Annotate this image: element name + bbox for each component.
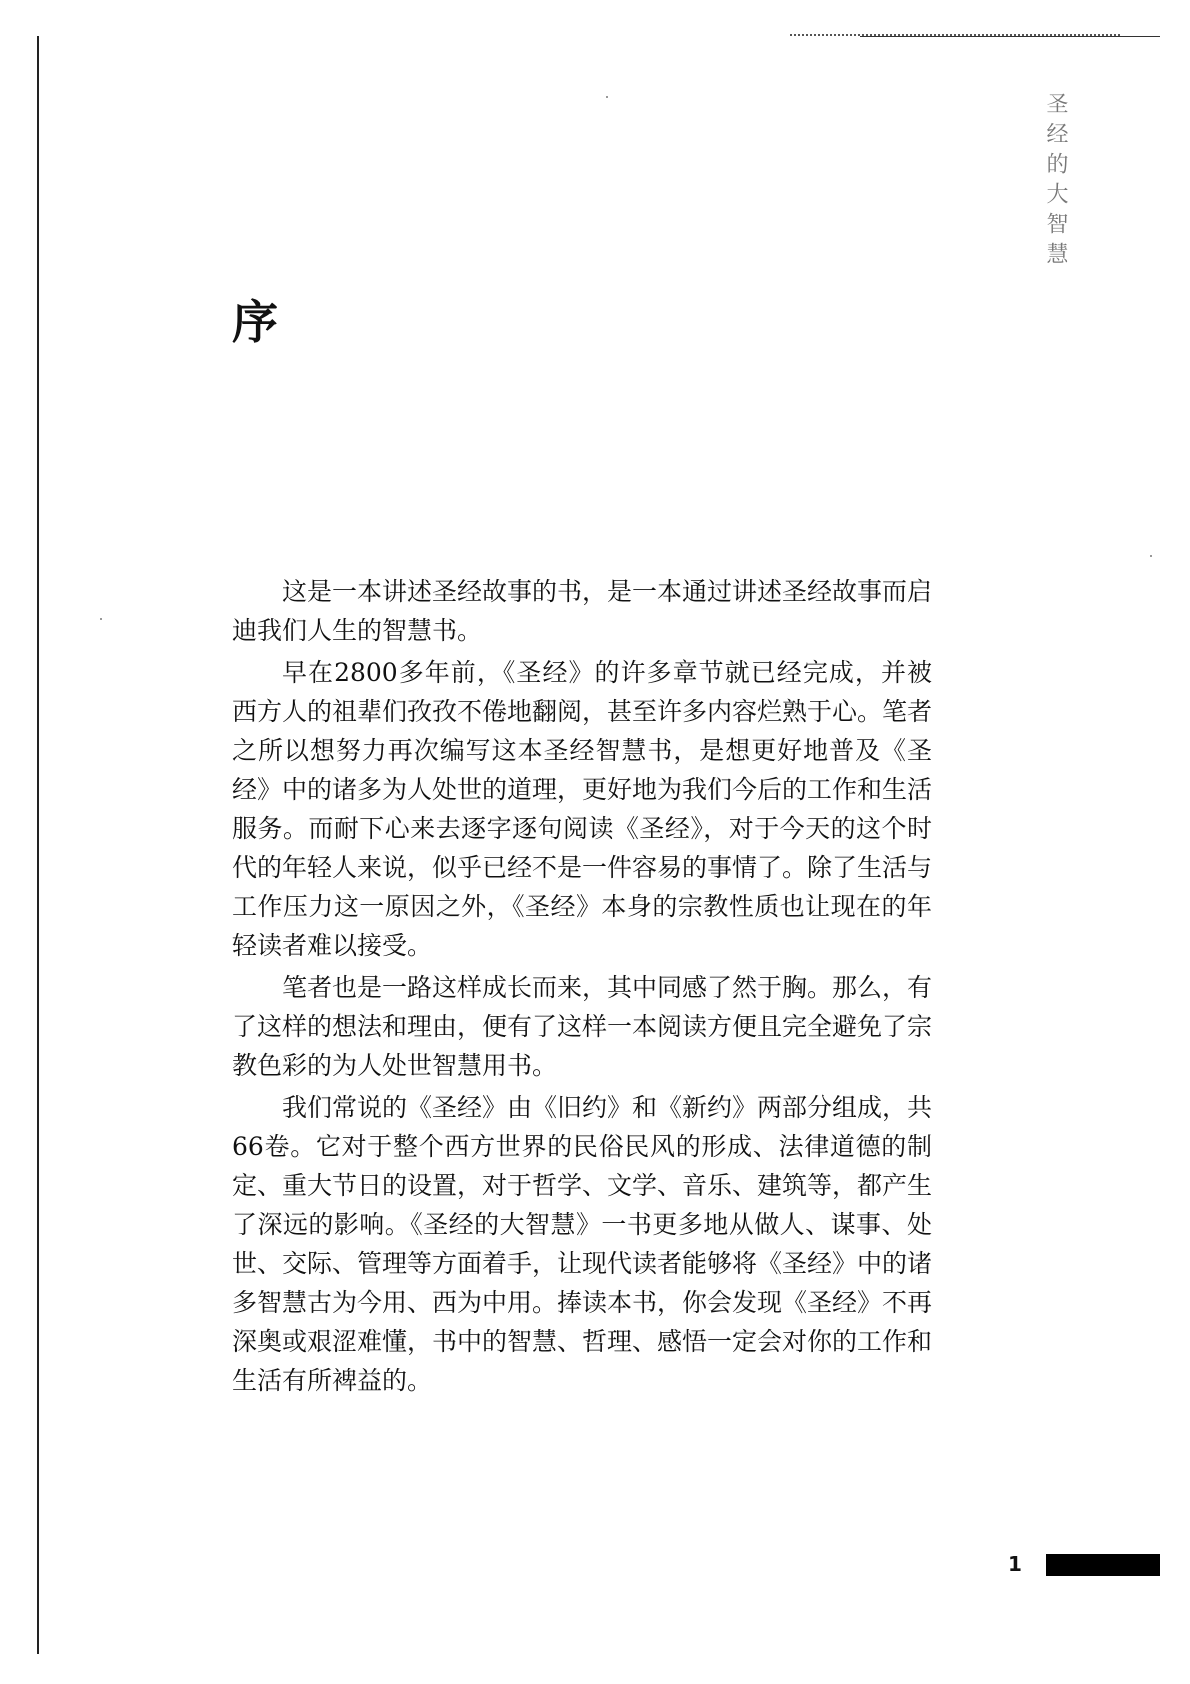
- scan-speck: [100, 618, 102, 620]
- left-margin-rule: [37, 36, 39, 1654]
- paragraph-2: 早在2800多年前，《圣经》的许多章节就已经完成，并被西方人的祖辈们孜孜不倦地翻阅，甚至许多内容烂熟于心。笔者之所以想努力再次编写这本圣经智慧书，是想更好地普及《圣经》中的诸多为人处世的道理，更好地为我们今后的工作和生活服务。而耐下心来去逐字逐句阅读《圣经》，对于今天的这个时代的年轻人来说，似乎已经不是一件容易的事情了。除了生活与工作压力这一原因之外，《圣经》本身的宗教性质也让现在的年轻读者难以接受。: [232, 658, 933, 960]
- running-head-vertical: 圣经的大智慧: [1043, 92, 1068, 272]
- paragraph-3: 笔者也是一路这样成长而来，其中同感了然于胸。那么，有了这样的想法和理由，便有了这样一本阅读方便且完全避免了宗教色彩的为人处世智慧用书。: [232, 973, 933, 1080]
- scan-speck: [1150, 555, 1152, 557]
- paragraph-4: 我们常说的《圣经》由《旧约》和《新约》两部分组成，共66卷。它对于整个西方世界的民俗民风的形成、法律道德的制定、重大节日的设置，对于哲学、文学、音乐、建筑等，都产生了深远的影响。《圣经的大智慧》一书更多地从做人、谋事、处世、交际、管理等方面着手，让现代读者能够将《圣经》中的诸多智慧古为今用、西为中用。捧读本书，你会发现《圣经》不再深奥或艰涩难懂，书中的智慧、哲理、感悟一定会对你的工作和生活有所裨益的。: [232, 1093, 933, 1395]
- preface-body: [232, 572, 932, 1403]
- scan-speck: [606, 96, 608, 98]
- paragraph-1: 这是一本讲述圣经故事的书，是一本通过讲述圣经故事而启迪我们人生的智慧书。: [232, 577, 933, 645]
- header-rule: [860, 36, 1160, 37]
- page-number-bar: [1046, 1554, 1160, 1576]
- page-title: 序: [232, 295, 278, 349]
- page-number: 1: [1008, 1552, 1022, 1576]
